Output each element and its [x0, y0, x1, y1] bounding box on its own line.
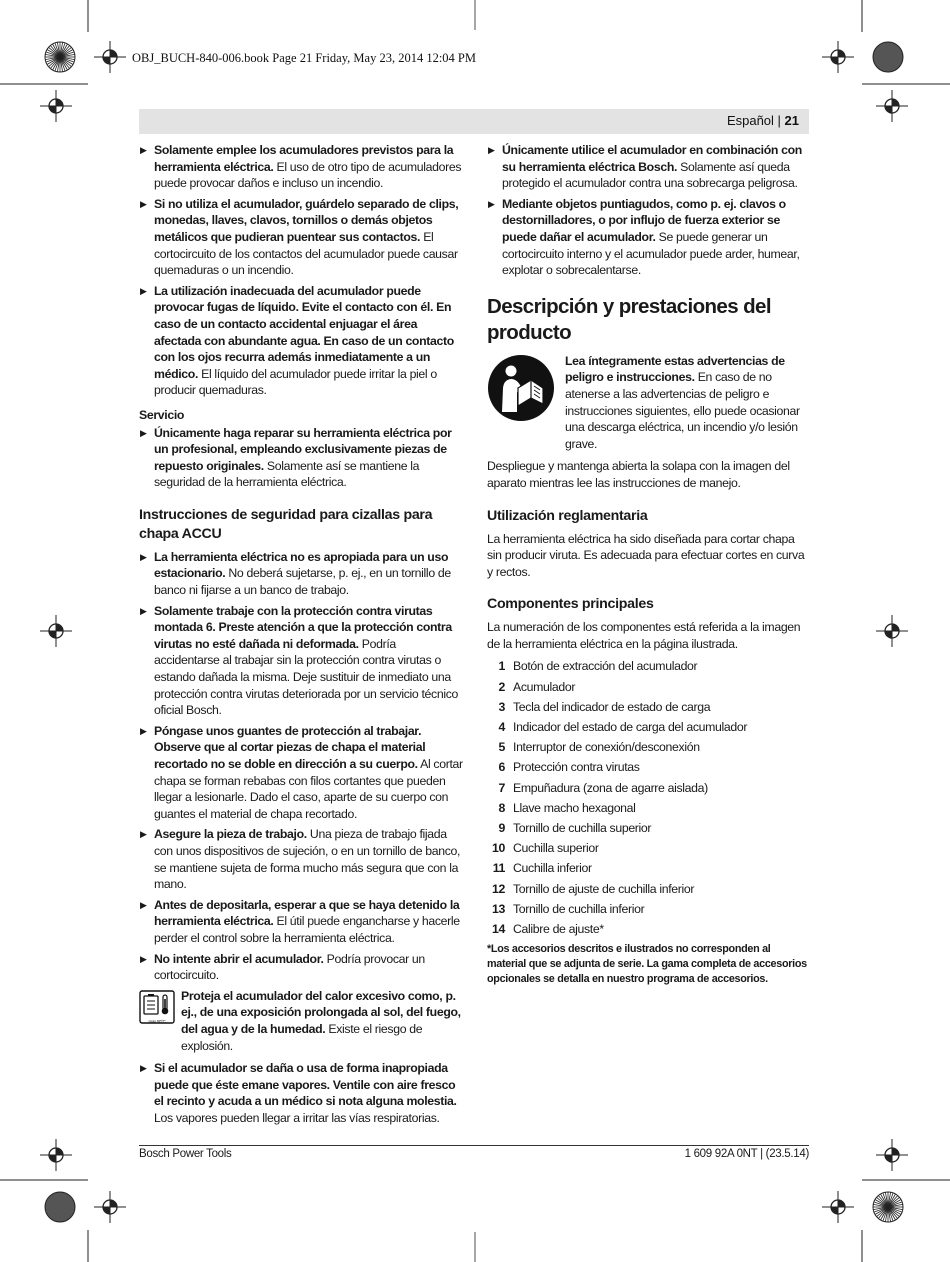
bullet-bold: Asegure la pieza de trabajo.	[154, 827, 307, 842]
list-item	[487, 677, 810, 697]
component-label: Acumulador	[513, 679, 576, 694]
list-item	[487, 717, 810, 737]
bullet-text: Se puede generar un cortocircuito interno y el acumulador puede arder, humear, explotar o sobrecalentarse.	[502, 229, 800, 278]
list-item	[487, 858, 810, 878]
bullet-arrow-icon: ▶	[488, 145, 495, 155]
component-label: Tornillo de ajuste de cuchilla inferior	[513, 881, 695, 896]
component-number: 3	[498, 699, 505, 714]
bullet-bold: Solamente trabaje con la protección contra virutas montada 6. Preste atención a que la protección contra virutas no esté dañada ni deformada.	[154, 603, 452, 651]
bullet-bold: Únicamente haga reparar su herramienta eléctrica por un profesional, empleando exclusivamente piezas de repuesto originales.	[154, 425, 452, 473]
component-label: Cuchilla superior	[513, 841, 599, 856]
bullet-text: Los vapores pueden llegar a irritar las vías respiratorias.	[154, 1110, 440, 1125]
bullet-item	[487, 196, 810, 279]
list-item	[487, 737, 810, 757]
component-label: Protección contra virutas	[513, 760, 640, 775]
component-number: 13	[492, 901, 505, 916]
registration-target-icon	[40, 90, 72, 122]
bullet-text: Podría accidentarse al trabajar sin la protección contra virutas o estando dañada la misma. Deje sustituir de inmediato una protección contra virutas deteriorada por un servicio técnico oficial Bosch.	[154, 636, 459, 718]
bullet-item	[139, 283, 464, 399]
list-item	[487, 919, 810, 939]
bullet-bold: Antes de depositarla, esperar a que se haya detenido la herramienta eléctrica.	[154, 897, 460, 929]
registration-target-icon	[876, 615, 908, 647]
accessories-note: *Los accesorios descritos e ilustrados no corresponden al material que se adjunta de serie. La gama completa de accesorios opcionales se detalla en nuestro programa de accesorios.	[487, 943, 807, 985]
color-bar-star-icon	[45, 1192, 75, 1222]
bullet-bold: Póngase unos guantes de protección al trabajar. Observe que al cortar piezas de chapa el material recortado no se doble en dirección a su cuerpo.	[154, 723, 426, 771]
color-bar-star-icon	[873, 1192, 903, 1222]
print-header: OBJ_BUCH-840-006.book Page 21 Friday, May 23, 2014 12:04 PM	[132, 51, 476, 65]
bullet-item	[139, 897, 464, 947]
section-title: Descripción y prestaciones del producto	[487, 294, 771, 344]
list-item	[487, 818, 810, 838]
bullet-arrow-icon: ▶	[140, 953, 147, 964]
heat-warning-bold: Proteja el acumulador del calor excesivo como, p. ej., de una exposición prolongada al sol, del fuego, del agua y de la humedad.	[181, 988, 461, 1036]
components-heading: Componentes principales	[487, 596, 654, 613]
bullet-text: Una pieza de trabajo fijada con unos dispositivos de sujeción, o en un tornillo de banco, se mantiene sujeta de forma mucho más segura que con la mano.	[154, 827, 461, 892]
bullet-bold: No intente abrir el acumulador.	[154, 951, 324, 966]
bullet-arrow-icon: ▶	[140, 605, 147, 616]
component-number: 11	[492, 861, 505, 876]
bullet-bold: Solamente emplee los acumuladores previstos para la herramienta eléctrica.	[154, 143, 454, 174]
fold-out-text: Despliegue y mantenga abierta la solapa con la imagen del aparato mientras lee las instrucciones de manejo.	[487, 459, 790, 490]
component-label: Calibre de ajuste*	[513, 921, 604, 936]
component-number: 1	[498, 659, 505, 674]
component-label: Cuchilla inferior	[513, 861, 592, 876]
bullet-arrow-icon: ▶	[140, 427, 147, 438]
component-number: 8	[498, 800, 505, 815]
header-separator: |	[773, 113, 785, 128]
list-item	[487, 757, 810, 777]
heat-icon-label: max.50°C	[148, 1019, 166, 1025]
service-heading: Servicio	[139, 407, 185, 422]
component-number: 4	[498, 720, 505, 735]
bullet-arrow-icon: ▶	[140, 1063, 147, 1074]
bullet-text: El uso de otro tipo de acumuladores puede provocar daños e incluso un incendio.	[154, 159, 462, 191]
heat-warning-normal: Existe el riesgo de explosión.	[181, 1021, 423, 1053]
registration-target-icon	[876, 1139, 908, 1171]
bullet-text: No deberá sujetarse, p. ej., en un tornillo de banco ni fijarse a un banco de trabajo.	[154, 566, 451, 598]
footer-doc-number: 1 609 92A 0NT | (23.5.14)	[684, 1148, 809, 1160]
component-label: Interruptor de conexión/desconexión	[513, 740, 700, 755]
bullet-arrow-icon: ▶	[488, 198, 495, 209]
heat-warning-text	[181, 988, 464, 1054]
bullet-bold: Mediante objetos puntiagudos, como p. ej. clavos o destornilladores, o por influjo de fuerza exterior se puede dañar el acumulador.	[502, 196, 786, 244]
battery-heat-warning-icon	[139, 990, 175, 1029]
read-warning-bold: Lea íntegramente estas advertencias de peligro e instrucciones.	[565, 353, 785, 385]
registration-target-icon	[822, 1191, 854, 1223]
bullet-text: Podría provocar un cortocircuito.	[154, 951, 425, 983]
read-manual-icon	[487, 354, 555, 427]
component-number: 10	[492, 841, 505, 856]
component-number: 2	[498, 679, 505, 694]
read-instructions-warning	[487, 353, 810, 453]
component-label: Botón de extracción del acumulador	[513, 659, 698, 674]
component-number: 12	[492, 881, 505, 896]
safety-heading: Instrucciones de seguridad para cizallas para chapa ACCU	[139, 506, 433, 542]
components-list	[487, 656, 810, 939]
list-item	[487, 879, 810, 899]
bullet-item	[139, 723, 464, 823]
list-item	[487, 838, 810, 858]
header-page-number: 21	[784, 113, 799, 128]
bullet-arrow-icon: ▶	[140, 829, 147, 840]
bullet-text: El útil puede engancharse y hacerle perder el control sobre la herramienta eléctrica.	[154, 914, 460, 945]
component-number: 5	[498, 740, 505, 755]
heat-warning	[139, 988, 464, 1054]
registration-target-icon	[876, 90, 908, 122]
intended-use-heading: Utilización reglamentaria	[487, 507, 648, 524]
bullet-item	[139, 142, 464, 192]
component-label: Tecla del indicador de estado de carga	[513, 699, 711, 714]
component-label: Llave macho hexagonal	[513, 800, 636, 815]
bullet-arrow-icon: ▶	[140, 725, 147, 736]
bullet-bold: Si el acumulador se daña o usa de forma inapropiada puede que éste emane vapores. Ventile con aire fresco el recinto y acuda a un médico si nota alguna molestia.	[154, 1061, 457, 1109]
component-number: 7	[498, 780, 505, 795]
right-column	[487, 142, 810, 986]
list-item	[487, 778, 810, 798]
footer-divider	[139, 1145, 809, 1146]
header-language-page	[727, 113, 799, 128]
registration-target-icon	[40, 615, 72, 647]
left-column	[139, 142, 464, 1130]
registration-target-icon	[822, 41, 854, 73]
bullet-item	[139, 1060, 464, 1126]
bullet-bold: Únicamente utilice el acumulador en combinación con su herramienta eléctrica Bosch.	[502, 143, 802, 174]
bullet-arrow-icon: ▶	[140, 198, 147, 209]
bullet-arrow-icon: ▶	[140, 145, 147, 155]
bullet-arrow-icon: ▶	[140, 285, 147, 296]
component-number: 14	[492, 921, 505, 936]
component-label: Empuñadura (zona de agarre aislada)	[513, 780, 708, 795]
bullet-item	[139, 603, 464, 719]
header-language: Español	[726, 113, 774, 128]
bullet-text: El líquido del acumulador puede irritar la piel o producir quemaduras.	[154, 366, 437, 398]
list-item	[487, 798, 810, 818]
list-item	[487, 697, 810, 717]
registration-target-icon	[94, 41, 126, 73]
component-label: Tornillo de cuchilla superior	[513, 820, 652, 835]
bullet-item	[139, 826, 464, 892]
component-number: 6	[498, 760, 505, 775]
registration-target-icon	[40, 1139, 72, 1171]
bullet-bold: La utilización inadecuada del acumulador puede provocar fugas de líquido. Evite el contacto con él. En caso de un contacto accidental enjuagar el área afectada con abundante agua. En caso de un contacto con los ojos recurra además inmediatamente a un médico.	[154, 283, 454, 381]
bullet-item	[139, 425, 464, 491]
color-bar-star-icon	[873, 42, 903, 72]
components-intro: La numeración de los componentes está referida a la imagen de la herramienta eléctrica en la página ilustrada.	[487, 620, 801, 651]
component-number: 9	[498, 820, 505, 835]
list-item	[487, 656, 810, 676]
bullet-item	[139, 196, 464, 279]
footer-brand: Bosch Power Tools	[139, 1148, 232, 1160]
bullet-item	[487, 142, 810, 192]
bullet-item	[139, 549, 464, 599]
bullet-arrow-icon: ▶	[140, 551, 147, 562]
bullet-bold: La herramienta eléctrica no es apropiada para un uso estacionario.	[154, 549, 449, 581]
list-item	[487, 899, 810, 919]
component-label: Tornillo de cuchilla inferior	[513, 901, 645, 916]
left-bullets-top	[139, 142, 464, 399]
component-label: Indicador del estado de carga del acumulador	[513, 720, 748, 735]
bullet-text: Solamente así queda protegido el acumulador contra una sobrecarga peligrosa.	[502, 159, 798, 191]
bullet-text: Solamente así se mantiene la seguridad de la herramienta eléctrica.	[154, 458, 420, 490]
bullet-bold: Si no utiliza el acumulador, guárdelo separado de clips, monedas, llaves, clavos, tornillos o demás objetos metálicos que pudieran puentear sus contactos.	[154, 196, 459, 244]
read-warning-text	[565, 353, 810, 453]
bullet-text: El cortocircuito de los contactos del acumulador puede causar quemaduras o un incendio.	[154, 229, 458, 278]
intended-use-text: La herramienta eléctrica ha sido diseñada para cortar chapa sin producir viruta. Es adecuada para efectuar cortes en curva y rectos.	[487, 531, 805, 579]
bullet-text: Al cortar chapa se forman rebabas con filos cortantes que pueden llegar a lesionarle. Dado el caso, aparte de su cuerpo con guantes el material de chapa recortado.	[154, 757, 463, 821]
bullet-arrow-icon: ▶	[140, 899, 147, 910]
bullet-item	[139, 951, 464, 984]
color-bar-star-icon	[45, 42, 75, 72]
running-header	[139, 109, 809, 134]
registration-target-icon	[94, 1191, 126, 1223]
read-warning-normal: En caso de no atenerse a las advertencias de peligro e instrucciones siguientes, ello puede ocasionar una descarga eléctrica, un incendio y/o lesión grave.	[565, 370, 800, 451]
